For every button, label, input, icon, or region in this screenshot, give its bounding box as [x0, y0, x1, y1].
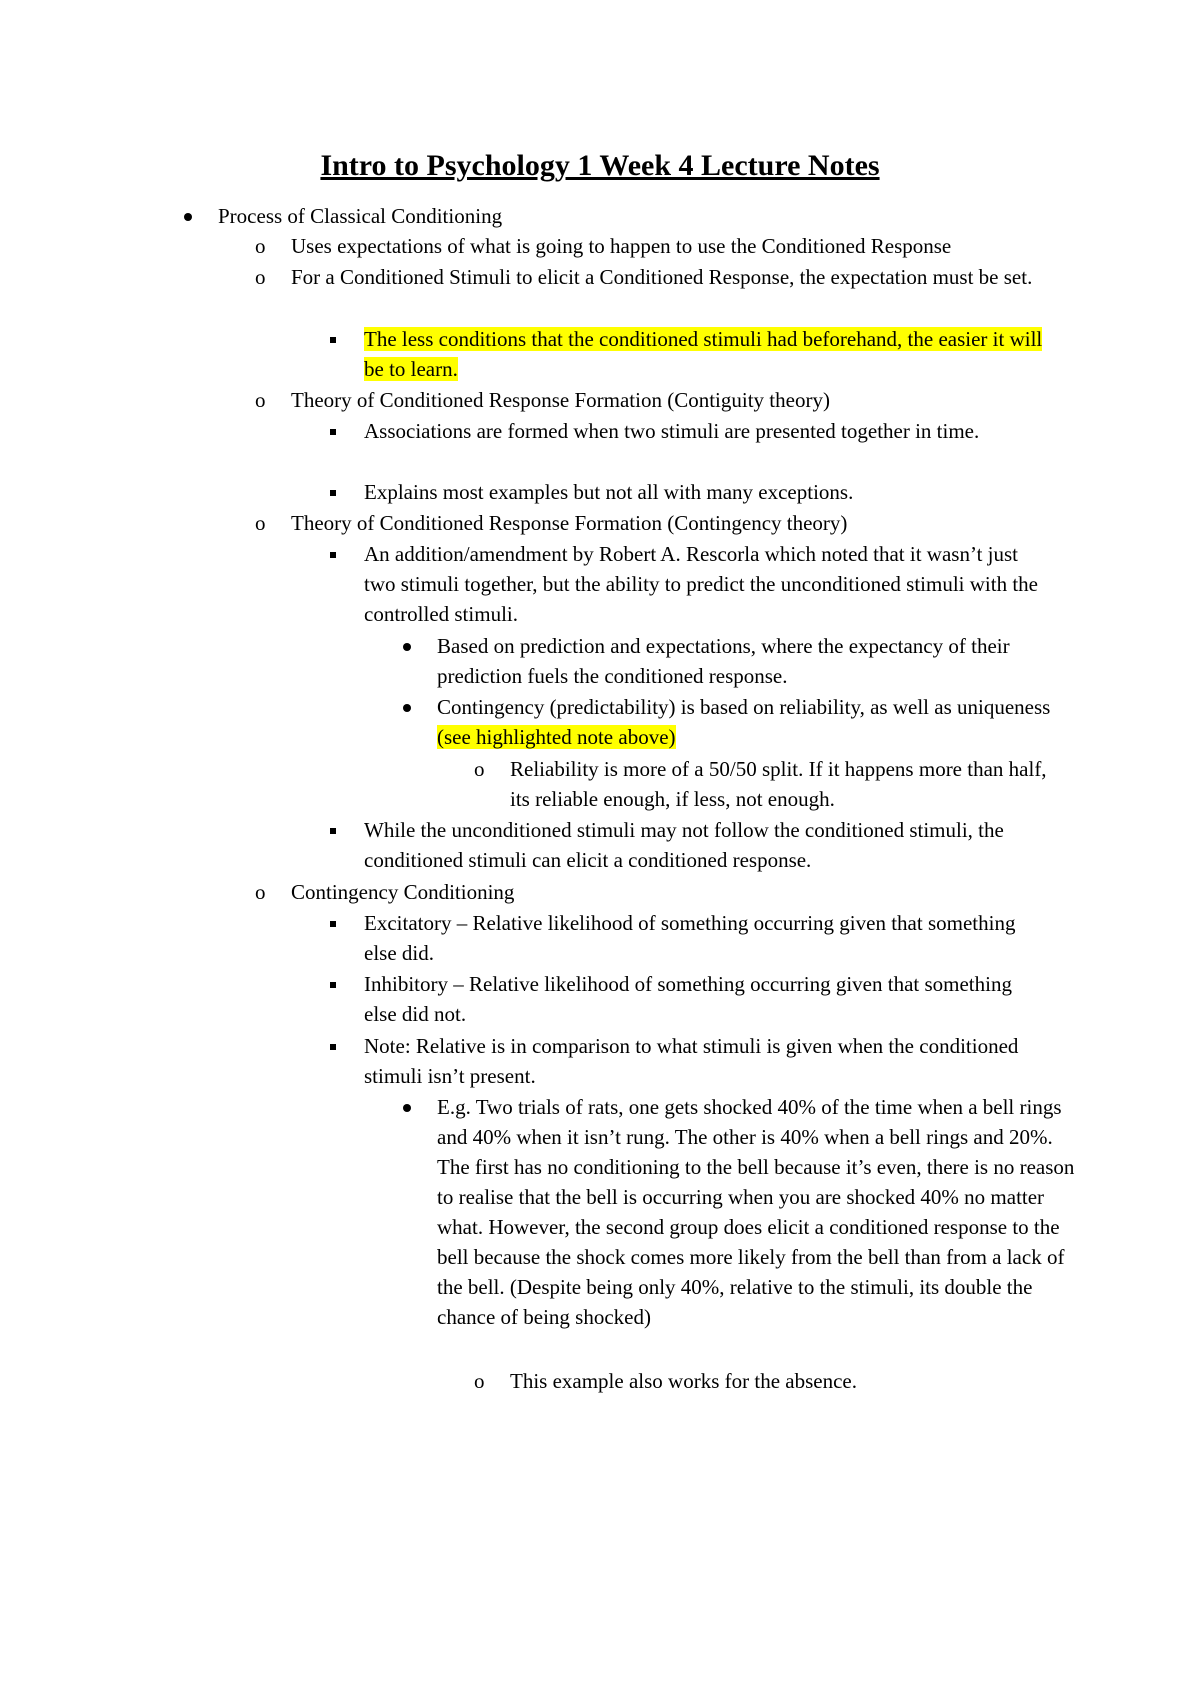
bullet-disc-icon: [403, 692, 411, 722]
bullet-disc-icon: [403, 1092, 411, 1122]
list-item: [364, 969, 1044, 1029]
list-item: [364, 416, 1064, 446]
list-item-text: Based on prediction and expectations, where the expectancy of their prediction fuels the conditioned response.: [437, 634, 1010, 688]
list-item-text: While the unconditioned stimuli may not follow the conditioned stimuli, the conditioned stimuli can elicit a conditioned response.: [364, 818, 1004, 872]
list-item-text: Theory of Conditioned Response Formation (Contingency theory): [291, 511, 848, 535]
highlighted-text: The less conditions that the conditioned stimuli had beforehand, the easier it will be to learn.: [364, 327, 1043, 381]
bullet-square-icon: [330, 477, 336, 507]
bullet-square-icon: [330, 1031, 336, 1061]
list-item: [474, 754, 1070, 814]
list-item-text: Explains most examples but not all with many exceptions.: [364, 480, 854, 504]
page-title: Intro to Psychology 1 Week 4 Lecture Notes: [320, 149, 880, 182]
list-item-text: For a Conditioned Stimuli to elicit a Conditioned Response, the expectation must be set.: [291, 265, 1033, 289]
list-item: [255, 262, 1061, 292]
list-item-text: Uses expectations of what is going to happen to use the Conditioned Response: [291, 234, 952, 258]
bullet-circle-icon: o: [474, 1369, 485, 1393]
bullet-circle-icon: o: [255, 880, 266, 904]
list-item: [364, 477, 1124, 507]
list-item-text: Reliability is more of a 50/50 split. If it happens more than half, its reliable enough, if less, not enough.: [510, 757, 1047, 811]
list-item-text: E.g. Two trials of rats, one gets shocked 40% of the time when a bell rings and 40% when it isn’t rung. The other is 40% when a bell rings and 20%. The first has no conditioning to the bell because it’s even, there is no reason to realise that the bell is occurring when you are shocked 40% no matter what. However, the second group does elicit a conditioned response to the bell because the shock comes more likely from the bell than from a lack of the bell. (Despite being only 40%, relative to the stimuli, its double the chance of being shocked): [437, 1095, 1075, 1329]
bullet-square-icon: [330, 815, 336, 845]
list-item-text: Contingency (predictability) is based on reliability, as well as uniqueness: [437, 695, 1051, 719]
list-item: [255, 508, 1151, 538]
bullet-square-icon: [330, 969, 336, 999]
list-item: [437, 692, 1077, 752]
list-item: [255, 231, 1171, 261]
bullet-square-icon: [330, 539, 336, 569]
list-item: [474, 1366, 1070, 1396]
list-item-text: An addition/amendment by Robert A. Rescorla which noted that it wasn’t just two stimuli together, but the ability to predict the unconditioned stimuli with the controlled stimuli.: [364, 542, 1038, 626]
list-item-text: Process of Classical Conditioning: [218, 204, 503, 228]
highlighted-text: (see highlighted note above): [437, 725, 676, 749]
list-item-text: Inhibitory – Relative likelihood of something occurring given that something else did not.: [364, 972, 1012, 1026]
list-item: [364, 1031, 1044, 1091]
list-item-text: Note: Relative is in comparison to what stimuli is given when the conditioned stimuli isn’t present.: [364, 1034, 1019, 1088]
list-item: [364, 324, 1064, 384]
bullet-disc-icon: [184, 201, 192, 231]
list-item: [364, 539, 1044, 629]
bullet-circle-icon: o: [255, 388, 266, 412]
list-item: [218, 201, 1098, 231]
bullet-circle-icon: o: [474, 757, 485, 781]
list-item: [255, 877, 1151, 907]
bullet-circle-icon: o: [255, 234, 266, 258]
bullet-circle-icon: o: [255, 265, 266, 289]
bullet-circle-icon: o: [255, 511, 266, 535]
list-item-text: Contingency Conditioning: [291, 880, 515, 904]
list-item: [437, 1092, 1077, 1332]
bullet-square-icon: [330, 324, 336, 354]
list-item: [437, 631, 1077, 691]
list-item-text: This example also works for the absence.: [510, 1369, 857, 1393]
bullet-square-icon: [330, 908, 336, 938]
list-item: [255, 385, 1151, 415]
list-item: [364, 815, 1044, 875]
list-item-text: Associations are formed when two stimuli are presented together in time.: [364, 419, 980, 443]
bullet-square-icon: [330, 416, 336, 446]
list-item-text: Excitatory – Relative likelihood of something occurring given that something else did.: [364, 911, 1016, 965]
list-item-text: Theory of Conditioned Response Formation (Contiguity theory): [291, 388, 830, 412]
list-item: [364, 908, 1044, 968]
bullet-disc-icon: [403, 631, 411, 661]
